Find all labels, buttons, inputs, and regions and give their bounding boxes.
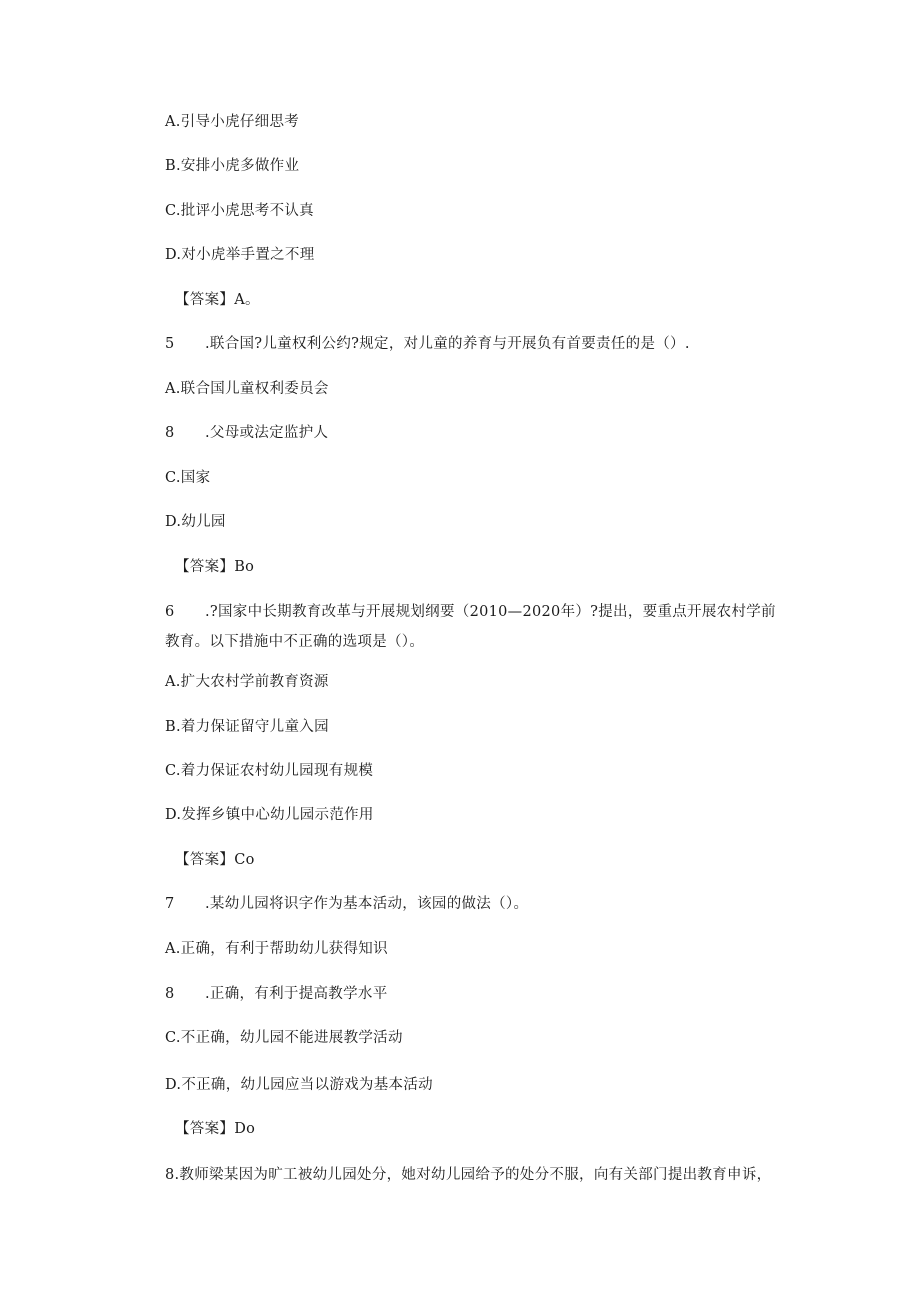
question-text: .联合国?儿童权利公约?规定，对儿童的养育与开展负有首要责任的是（）. <box>205 336 690 352</box>
answer-line: 【答案】Do <box>175 1121 256 1137</box>
option-a: A.联合国儿童权利委员会 <box>165 381 329 397</box>
question-text: .某幼儿园将识字作为基本活动，该园的做法（）。 <box>205 896 529 912</box>
option-a: A.扩大农村学前教育资源 <box>165 674 329 690</box>
option-d: D.不正确，幼儿园应当以游戏为基本活动 <box>165 1077 433 1093</box>
option-text: .正确，有利于提高教学水平 <box>205 986 388 1002</box>
question-number: 7 <box>165 896 175 912</box>
option-c: C.不正确，幼儿园不能进展教学活动 <box>165 1030 403 1046</box>
option-d: D.对小虎举手置之不理 <box>165 247 315 263</box>
option-number: 8 <box>165 986 175 1002</box>
option-b: B.着力保证留守儿童入园 <box>165 719 329 735</box>
question-5 <box>165 335 690 353</box>
option-b <box>165 985 388 1003</box>
option-number: 8 <box>165 425 175 441</box>
option-text: .父母或法定监护人 <box>205 425 329 441</box>
question-6 <box>165 597 790 657</box>
option-d: D.幼儿园 <box>165 514 226 530</box>
option-d: D.发挥乡镇中心幼儿园示范作用 <box>165 807 374 823</box>
option-a: A.引导小虎仔细思考 <box>165 114 300 130</box>
option-b <box>165 424 328 442</box>
question-number: 6 <box>165 604 175 620</box>
option-b: B.安排小虎多做作业 <box>165 158 300 174</box>
question-8: 8.教师梁某因为旷工被幼儿园处分，她对幼儿园给予的处分不服，向有关部门提出教育申诉， <box>165 1167 772 1183</box>
option-c: C.批评小虎思考不认真 <box>165 203 314 219</box>
option-a: A.正确，有利于帮助幼儿获得知识 <box>165 941 388 957</box>
question-text: .?国家中长期教育改革与开展规划纲要（2010—2020年）?提出，要重点开展农村学前教育。以下措施中不正确的选项是（）。 <box>165 604 776 650</box>
option-c: C.着力保证农村幼儿园现有规模 <box>165 763 374 779</box>
option-c: C.国家 <box>165 470 211 486</box>
question-number: 5 <box>165 336 175 352</box>
answer-line: 【答案】Co <box>175 852 255 868</box>
answer-line: 【答案】A。 <box>175 292 260 308</box>
answer-line: 【答案】Bo <box>175 559 255 575</box>
question-7 <box>165 895 528 913</box>
